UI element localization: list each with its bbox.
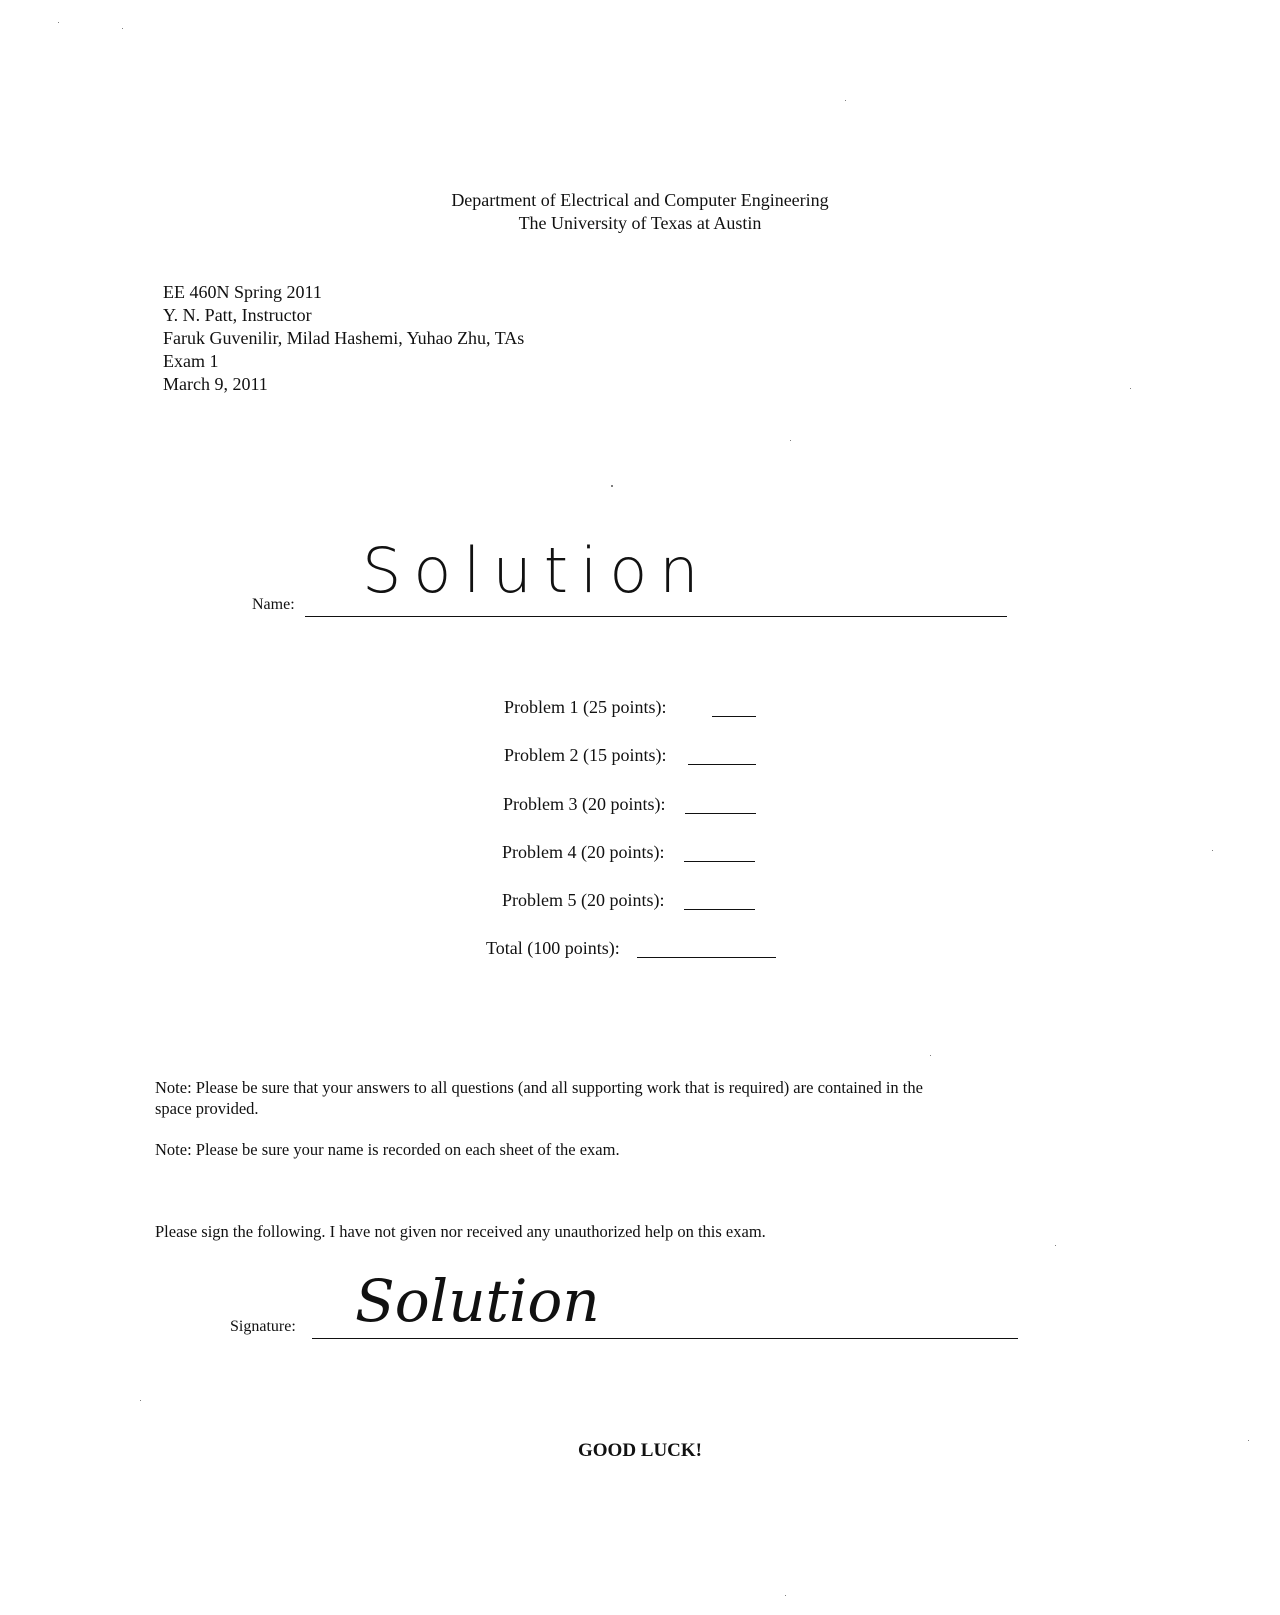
problem-3-score-blank (685, 813, 756, 814)
tas-line: Faruk Guvenilir, Milad Hashemi, Yuhao Zhu, TAs (163, 328, 525, 348)
name-handwritten-value: Solution (362, 534, 711, 607)
signature-underline (312, 1338, 1018, 1339)
course-title: EE 460N Spring 2011 (163, 282, 322, 302)
scan-speck (58, 22, 59, 23)
note-answers: Note: Please be sure that your answers to all questions (and all supporting work that is required) are contained in the (155, 1078, 923, 1097)
scan-speck (140, 1400, 141, 1401)
note-answers-continued: space provided. (155, 1099, 259, 1118)
honor-statement: Please sign the following. I have not given nor received any unauthorized help on this exam. (155, 1222, 766, 1241)
scan-speck (1212, 850, 1213, 851)
department-heading: Department of Electrical and Computer Engineering (451, 190, 829, 210)
name-underline (305, 616, 1007, 617)
exam-number: Exam 1 (163, 351, 219, 371)
scan-speck (930, 1055, 931, 1056)
scan-speck (790, 440, 791, 441)
note-name-each-sheet: Note: Please be sure your name is recorded on each sheet of the exam. (155, 1140, 620, 1159)
problem-2-label: Problem 2 (15 points): (504, 745, 667, 765)
problem-2-score-blank (688, 764, 756, 765)
scan-speck (845, 100, 846, 101)
scan-speck (1248, 1440, 1249, 1441)
total-score-blank (637, 957, 776, 958)
problem-5-label: Problem 5 (20 points): (502, 890, 665, 910)
problem-1-score-blank (712, 716, 756, 717)
scan-speck (611, 485, 613, 487)
signature-label: Signature: (230, 1318, 296, 1335)
problem-4-score-blank (684, 861, 755, 862)
name-label: Name: (252, 596, 295, 613)
total-label: Total (100 points): (486, 938, 620, 958)
university-heading: The University of Texas at Austin (518, 213, 762, 233)
problem-3-label: Problem 3 (20 points): (503, 794, 666, 814)
scan-speck (122, 28, 123, 29)
scan-speck (785, 1595, 786, 1596)
scan-speck (1055, 1245, 1056, 1246)
exam-date: March 9, 2011 (163, 374, 268, 394)
problem-5-score-blank (684, 909, 755, 910)
problem-1-label: Problem 1 (25 points): (504, 697, 667, 717)
signature-handwritten-value: Solution (355, 1267, 600, 1335)
problem-4-label: Problem 4 (20 points): (502, 842, 665, 862)
good-luck-closing: GOOD LUCK! (577, 1440, 703, 1461)
instructor-line: Y. N. Patt, Instructor (163, 305, 312, 325)
scan-speck (1130, 388, 1131, 389)
